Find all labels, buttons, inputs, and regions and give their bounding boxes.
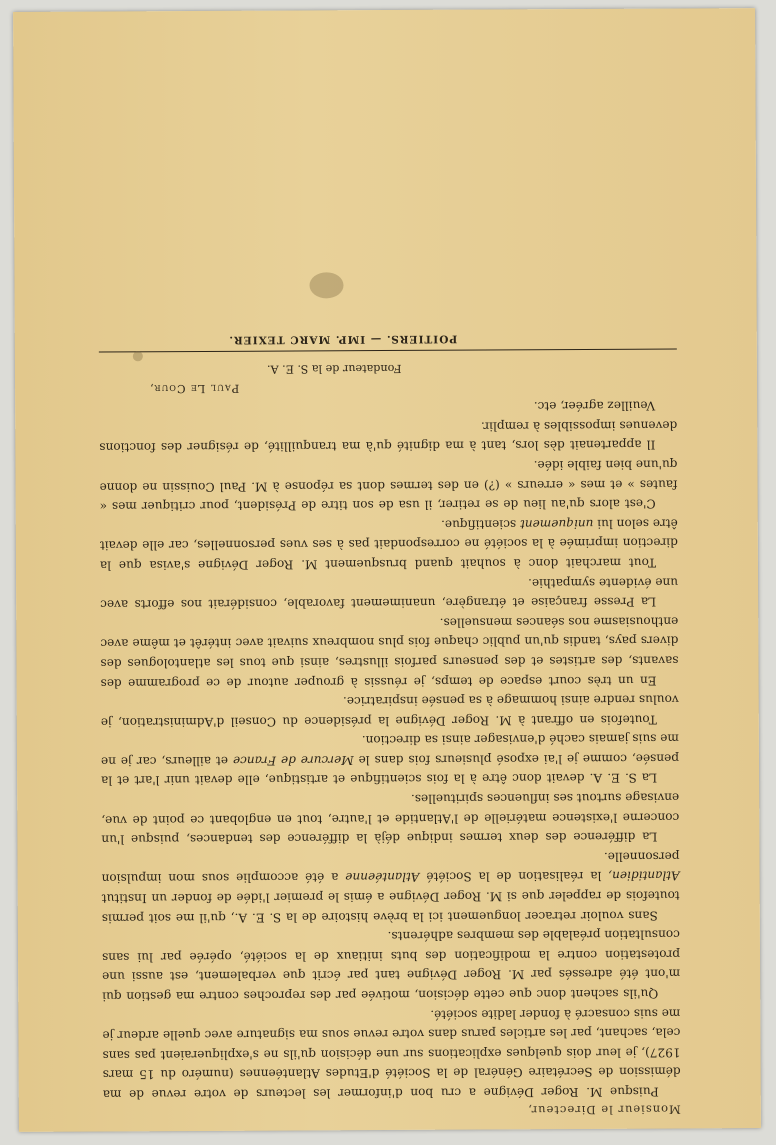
italic-phrase: uniquement (519, 516, 594, 532)
text-run: scientifique. (441, 517, 521, 532)
text-run: C'est alors qu'au lieu de se retirer, il usa de son titre de Président, pour critiquer mes « fautes » et mes « erreurs » (?) en des termes dont sa réponse à M. Paul Couissin ne donne qu'une bien faible idée. (99, 457, 678, 514)
letter-paragraph (100, 571, 678, 613)
signature-name: Paul Le Cour, (149, 381, 240, 395)
letter-paragraph (101, 728, 679, 790)
text-run: la réalisation de la Société (419, 869, 609, 885)
letter-body (99, 327, 681, 1122)
italic-phrase: Atlantidien, (608, 868, 680, 884)
letter-paragraph (101, 689, 679, 731)
text-run: Il appartenait dès lors, tant à ma dignité qu'à ma tranquillité, de résigner des fonctions devenues impossibles à remplir. (99, 418, 678, 455)
italic-phrase: Atlantéenne (345, 870, 420, 885)
text-run: et ailleurs, car je ne me suis jamais caché d'envisager ainsi sa direction. (100, 731, 679, 769)
letter-paragraph (102, 924, 680, 1005)
text-run: En un très court espace de temps, je réussis à grouper autour de ce programme des savants, des artistes et des penseurs parfois illustres, ainsi que tous les atlantologues des divers pays, tandis qu'un public chaque fois plus nombreux suivait avec intérêt et même avec enthousiasme nos séances mensuelles. (100, 614, 679, 691)
signature-role: Fondateur de la S. E. A. (266, 361, 402, 376)
letter-paragraph (99, 454, 677, 516)
rotated-page (13, 8, 761, 1132)
text-run: La différence des deux termes indique déjà la différence des tendances, puisque l'un concerne l'existence matérielle de l'Atlantide et l'autre, tout en englobant ce point de vue, envisage surtout ses influences spirituelles. (101, 790, 680, 847)
text-run: Qu'ils sachent donc que cette décision, motivée par des reproches contre ma gestion qui m'ont été adressés par M. Roger Dévigne tant par écrit que verbalement, est aussi une protestation contre la modification des buts initiaux de la société, opérée par lui sans consultation préalable des membres adhérents. (101, 927, 681, 1004)
letter-paragraph (100, 513, 678, 575)
text-run: a été accomplie sous mon impulsion personnelle. (101, 849, 680, 886)
text-run: Sans vouloir retracer longuement ici la brève histoire de la S. E. A., qu'il me soit permis toutefois de rappeler que si M. Roger Dévigne a émis le premier l'idée de fonder un Institut (101, 888, 680, 926)
letter-paragraph (101, 787, 679, 849)
paper-stain (133, 351, 143, 361)
paper-stain (309, 272, 343, 298)
letter-paragraph (101, 846, 679, 927)
text-run: La S. E. A. devait donc être à la fois scientifique et artistique, elle devait unir l'art et la pensée, comme je l'ai exposé plusieurs fois dans le (101, 751, 680, 788)
text-run: Toutefois en offrant à M. Roger Dévigne la présidence du Conseil d'Administration, je voulus rendre ainsi hommage à sa pensée inspiratrice. (100, 692, 679, 730)
letter-paragraph (100, 611, 678, 692)
text-run: Puisque M. Roger Dévigne a cru bon d'informer les lecteurs de votre revue de ma démission de Secrétaire Général de la Société d'Etudes Atlantéennes (numéro du 15 mars 1927), je leur dois quelques explications sur une décision qu'ils ne s'expliqueraient pas sans cela, sachant, par les articles parus dans votre revue sous ma signature avec quelle ardeur je me suis consacré à fonder ladite société. (102, 1006, 681, 1102)
signature-block (99, 357, 677, 398)
printer-imprint: POITIERS. — IMP. MARC TEXIER. (228, 332, 458, 346)
divider-rule (99, 348, 677, 352)
letter-paragraph (102, 1003, 681, 1104)
paper-sheet (13, 8, 761, 1132)
cut-off-header: Monsieur le Directeur, (527, 1102, 681, 1118)
letter-paragraph (99, 415, 677, 457)
closing-line: Veuillez agréer, etc. (533, 398, 656, 414)
paragraph-list (99, 415, 681, 1104)
text-run: La Presse française et étrangère, unanimement favorable, considérait nos efforts avec une évidente sympathie. (100, 575, 679, 612)
italic-phrase: Mercure de France (232, 753, 354, 768)
text-run: Tout marchait donc à souhait quand brusquement M. Roger Dévigne s'avisa que la direction imprimée à la société ne correspondait pas à ses vues personnelles, car elle devait être selon lui (99, 516, 678, 573)
